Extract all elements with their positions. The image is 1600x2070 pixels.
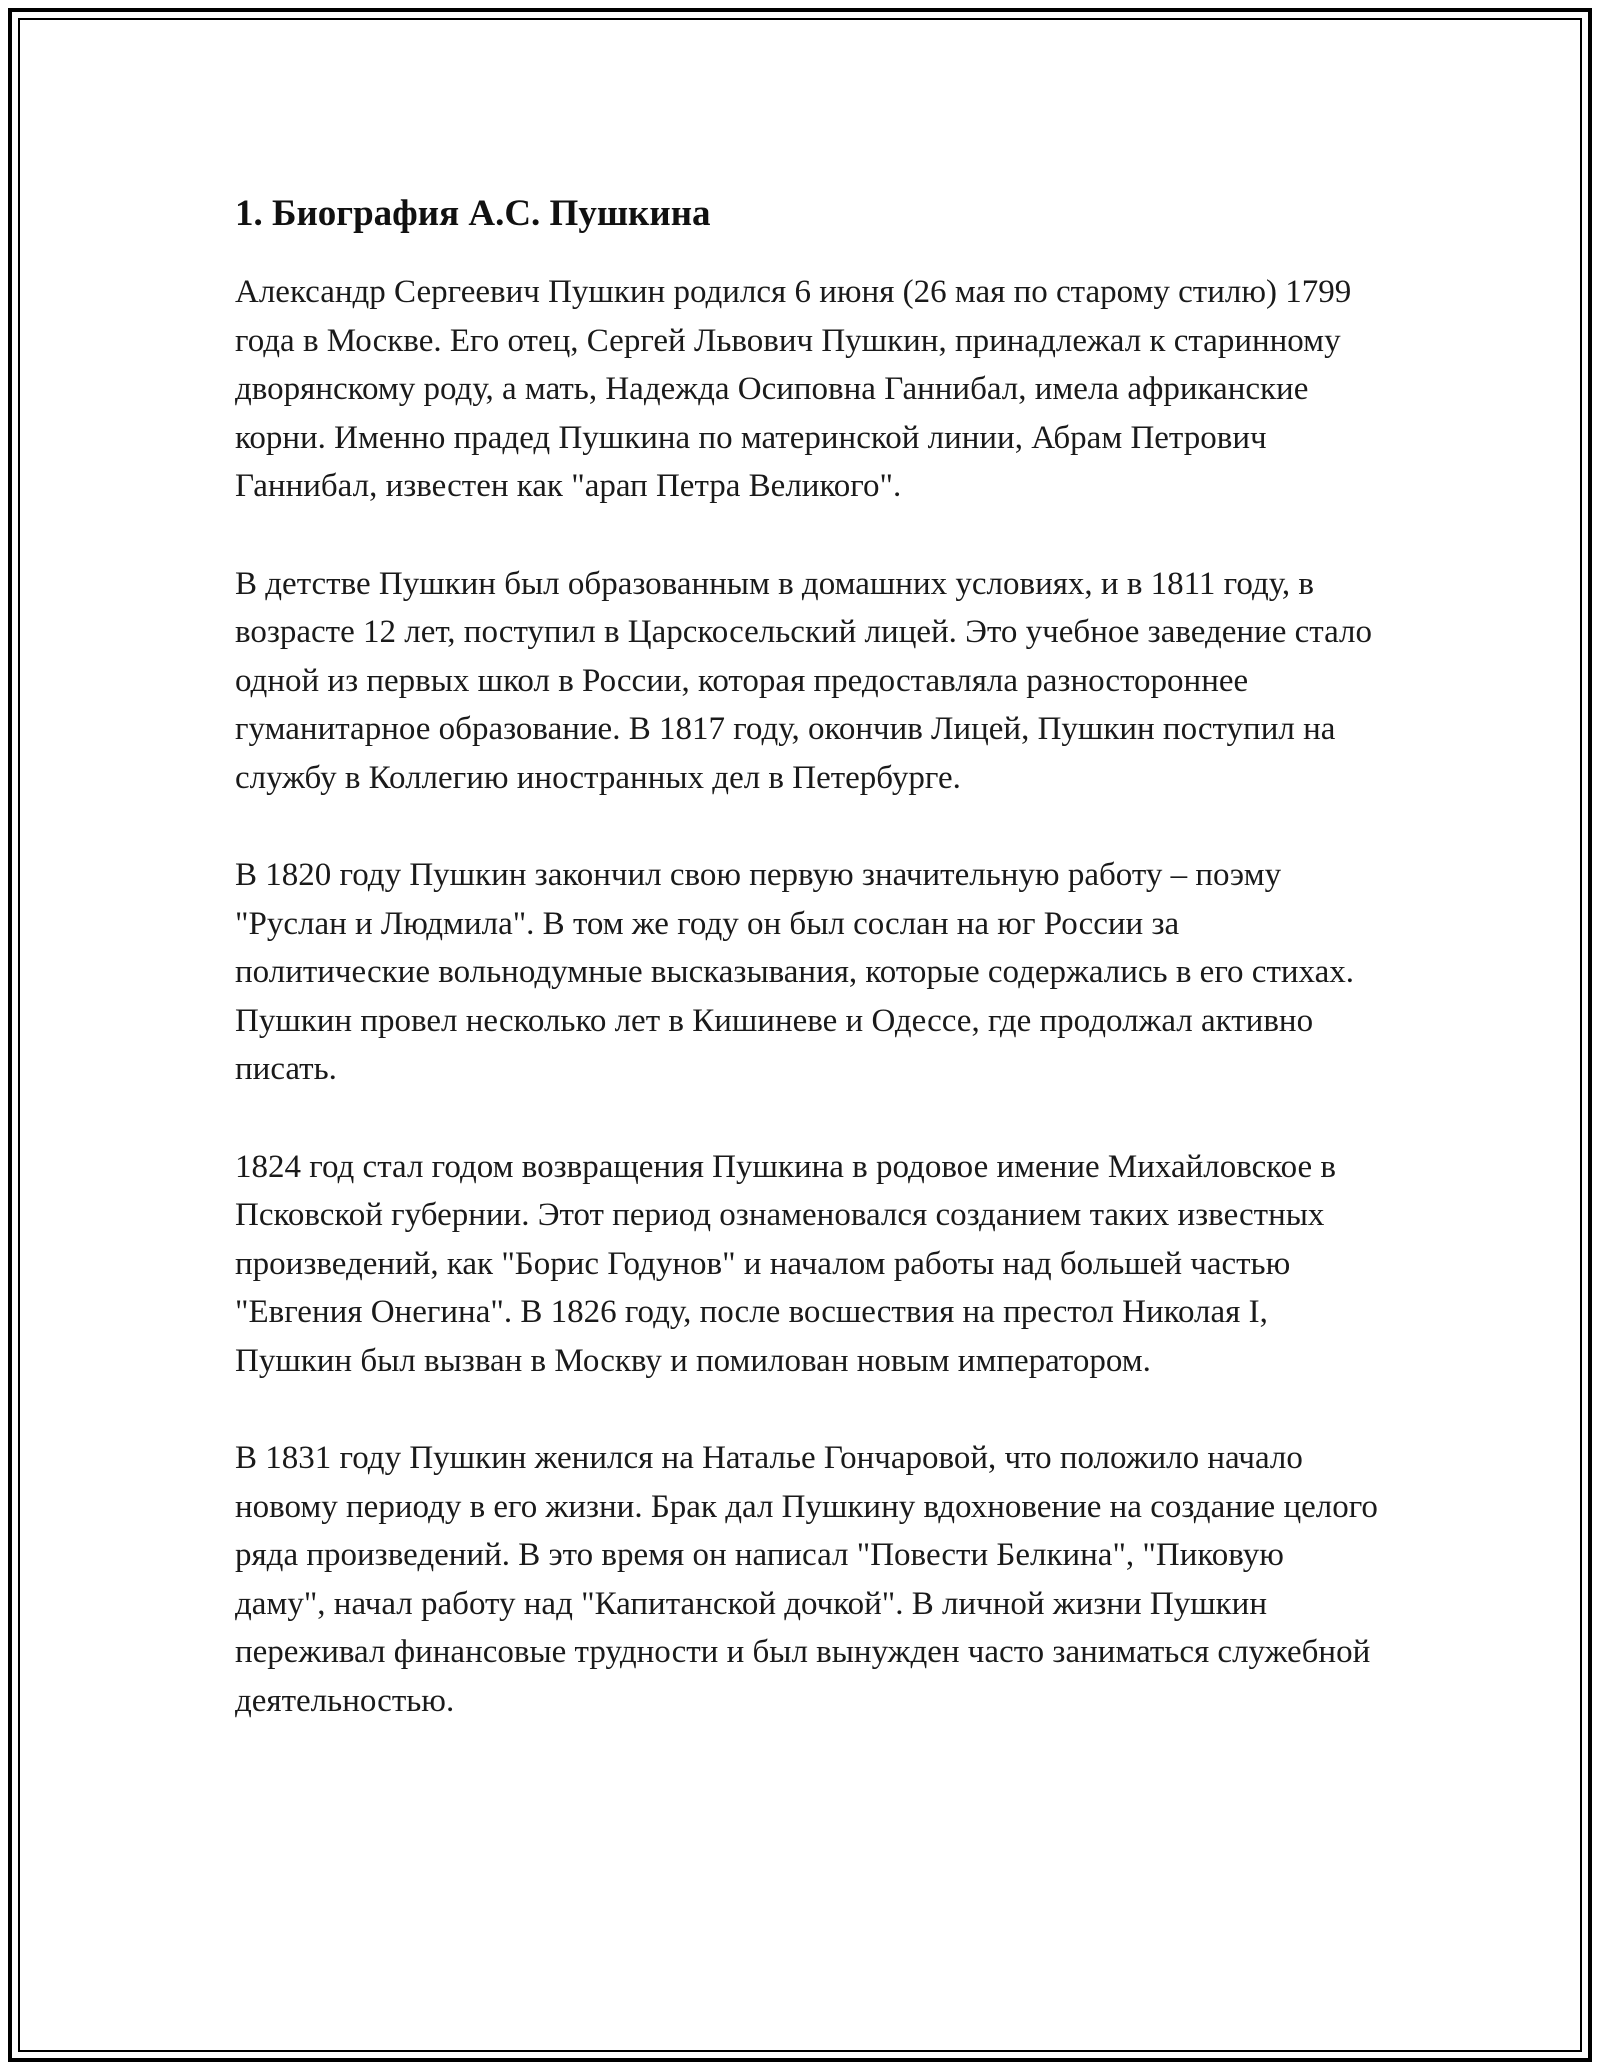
paragraph-marriage: В 1831 году Пушкин женился на Наталье Гончаровой, что положило начало новому периоду в его жизни. Брак дал Пушкину вдохновение на создание целого ряда произведений. В это время он написал "Повести Белкина", "Пиковую даму", начал работу над "Капитанской дочкой". В личной жизни Пушкин переживал финансовые трудности и был вынужден часто заниматься служебной деятельностью. bbox=[235, 1440, 1378, 1719]
paragraph-lyceum: В детстве Пушкин был образованным в домашних условиях, и в 1811 году, в возрасте 12 лет, поступил в Царскосельский лицей. Это учебное заведение стало одной из первых школ в России, которая предоставляла разностороннее гуманитарное образование. В 1817 году, окончив Лицей, Пушкин поступил на службу в Коллегию иностранных дел в Петербурге. bbox=[235, 565, 1372, 796]
paragraph-birth-family: Александр Сергеевич Пушкин родился 6 июня (26 мая по старому стилю) 1799 года в Москве. Его отец, Сергей Львович Пушкин, принадлежал к старинному дворянскому роду, а мать, Надежда Осиповна Ганнибал, имела африканские корни. Именно прадед Пушкина по материнской линии, Абрам Петрович Ганнибал, известен как "арап Петра Великого". bbox=[235, 274, 1352, 504]
section-heading: 1. Биография А.С. Пушкина bbox=[235, 193, 711, 234]
paragraph-exile-south: В 1820 году Пушкин закончил свою первую значительную работу – поэму "Руслан и Людмила". В том же году он был сослан на юг России за политические вольнодумные высказывания, которые содержались в его стихах. Пушкин провел несколько лет в Кишиневе и Одессе, где продолжал активно писать. bbox=[235, 857, 1354, 1087]
paragraph-mikhailovskoye: 1824 год стал годом возвращения Пушкина в родовое имение Михайловское в Псковской губернии. Этот период ознаменовался созданием таких известных произведений, как "Борис Годунов" и началом работы над большей частью "Евгения Онегина". В 1826 году, после восшествия на престол Николая I, Пушкин был вызван в Москву и помилован новым императором. bbox=[235, 1148, 1337, 1379]
document-body bbox=[235, 188, 1380, 1774]
